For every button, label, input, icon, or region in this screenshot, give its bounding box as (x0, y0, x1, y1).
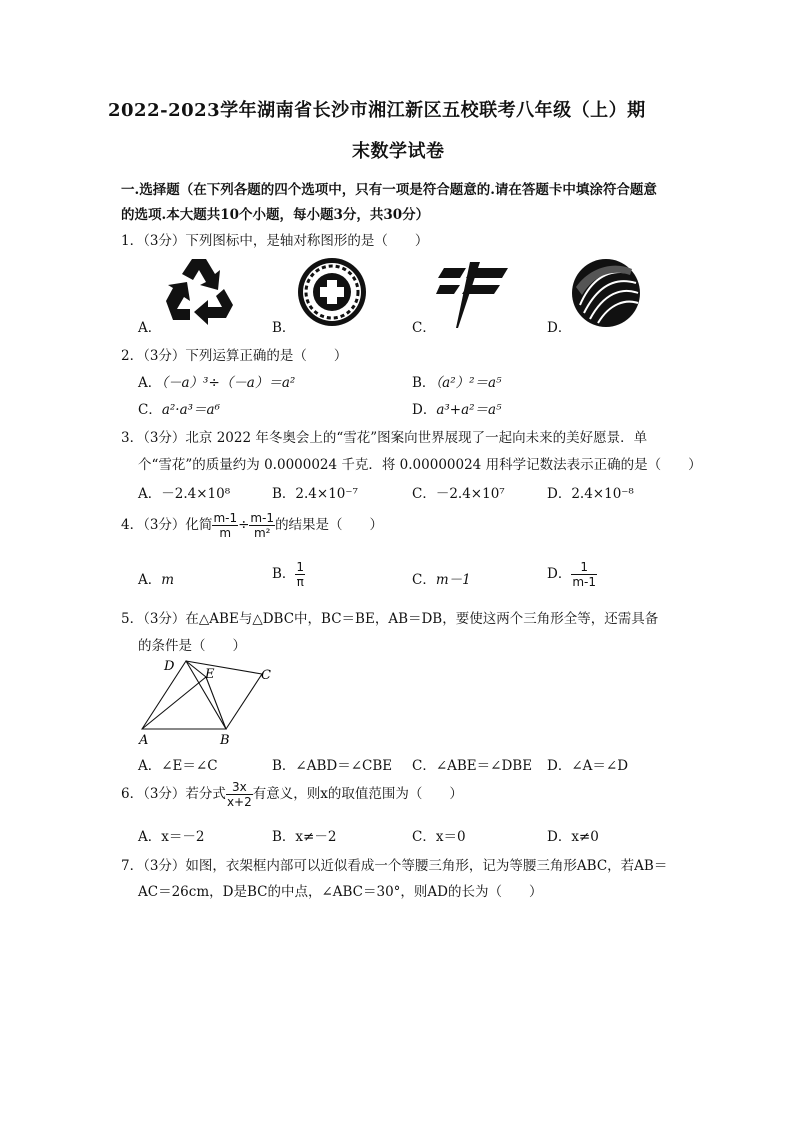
q1-option-b-label: B． (272, 320, 296, 336)
q2-option-d-text: a³+a²＝a⁵ (436, 402, 502, 418)
q1-option-a-label: A． (138, 320, 162, 336)
q6-fraction-denominator: x+2 (226, 795, 252, 809)
exam-title-line1: 2022-2023学年湖南省长沙市湘江新区五校联考八年级（上）期 (108, 100, 646, 121)
section-header-line1: 一.选择题（在下列各题的四个选项中，只有一项是符合题意的.请在答题卡中填涂符合题意 (121, 182, 657, 198)
q4-option-d-label: D． (547, 566, 572, 582)
q5-option-a: A．∠E＝∠C (138, 758, 218, 774)
q4-fraction-1 (212, 511, 238, 540)
q4-fraction-2 (249, 511, 275, 540)
q2-stem: 2．（3分）下列运算正确的是（ ） (121, 348, 348, 364)
exam-title-line2: 末数学试卷 (352, 141, 445, 162)
q6-stem (121, 780, 463, 809)
segment-dc (186, 661, 262, 674)
q4-option-a-label: A． (138, 572, 162, 588)
lightning-logo-icon (436, 258, 512, 330)
q4-stem-prefix: 4．（3分）化简 (121, 517, 213, 533)
label-b: B (220, 733, 230, 747)
q1-stem: 1．（3分）下列图标中，是轴对称图形的是（ ） (121, 233, 429, 249)
q4-option-d-fraction (571, 560, 597, 589)
q2-option-c-text: a²·a³＝a⁶ (161, 402, 221, 418)
recycle-icon (160, 255, 238, 327)
q2-option-d (412, 398, 502, 418)
q6-stem-prefix: 6．（3分）若分式 (121, 786, 226, 802)
segment-eb (206, 677, 226, 729)
q4-option-c (412, 568, 471, 588)
q4-fraction-2-numerator: m-1 (250, 511, 275, 525)
q4-stem-suffix: 的结果是（ ） (275, 517, 384, 533)
q4-option-a (138, 568, 174, 588)
q6-option-a: A．x＝－2 (138, 829, 205, 845)
q5-stem-line1: 5．（3分）在△ABE与△DBC中，BC＝BE，AB＝DB，要使这两个三角形全等，还需具备 (121, 611, 659, 627)
q5-option-d: D．∠A＝∠D (547, 758, 629, 774)
q5-option-c: C．∠ABE＝∠DBE (412, 758, 533, 774)
q2-option-c (138, 398, 220, 418)
q2-option-d-label: D． (412, 402, 437, 418)
q4-fraction-1-numerator: m-1 (213, 511, 238, 525)
q3-option-d: D．2.4×10⁻⁸ (547, 486, 634, 502)
q5-option-b: B．∠ABD＝∠CBE (272, 758, 393, 774)
q6-fraction-numerator: 3x (226, 780, 253, 795)
q1-option-d-label: D． (547, 320, 572, 336)
section-header-line2: 的选项.本大题共10个小题，每小题3分，共30分） (121, 207, 430, 223)
q6-fraction (226, 780, 253, 809)
q4-option-b-fraction (295, 560, 305, 589)
q2-option-c-label: C． (138, 402, 162, 418)
q4-fraction-1-denominator: m (219, 526, 232, 540)
q5-stem-line2: 的条件是（ ） (138, 638, 246, 654)
q6-option-c: C．x＝0 (412, 829, 466, 845)
q3-stem-line1: 3．（3分）北京 2022 年冬奥会上的“雪花”图案向世界展现了一起向未来的美好愿景．单 (121, 430, 648, 446)
q2-option-b-text: （a²）²＝a⁵ (435, 375, 502, 391)
q4-option-c-label: C． (412, 572, 436, 588)
q2-option-a-label: A． (138, 375, 162, 391)
q3-stem-line2: 个“雪花”的质量约为 0.0000024 千克．将 0.00000024 用科学记数法表示正确的是（ ） (138, 457, 702, 473)
q3-option-b: B．2.4×10⁻⁷ (272, 486, 358, 502)
q2-option-a (138, 371, 295, 391)
red-cross-wreath-icon (296, 256, 368, 328)
q4-option-b (272, 560, 305, 589)
segment-cb (226, 674, 262, 729)
q6-option-d: D．x≠0 (547, 829, 599, 845)
q3-option-a: A．－2.4×10⁸ (138, 486, 231, 502)
q1-option-c-label: C． (412, 320, 436, 336)
q7-stem-line2: AC＝26cm，D是BC的中点，∠ABC＝30°，则AD的长为（ ） (138, 884, 543, 900)
q2-option-b (412, 371, 502, 391)
q4-option-a-text: m (161, 572, 175, 588)
segment-ae (142, 677, 206, 729)
q4-option-b-denominator: π (296, 575, 304, 589)
label-e: E (205, 667, 215, 682)
q7-stem-line1: 7．（3分）如图，衣架框内部可以近似看成一个等腰三角形，记为等腰三角形ABC，若AB＝ (121, 858, 668, 874)
q6-option-b: B．x≠－2 (272, 829, 337, 845)
q4-option-d (547, 560, 597, 589)
label-d: D (164, 659, 175, 674)
q4-fraction-2-denominator: m² (253, 526, 271, 540)
q4-option-b-label: B． (272, 566, 296, 582)
q2-option-b-label: B． (412, 375, 436, 391)
globe-swirl-icon (570, 257, 642, 329)
q4-option-d-numerator: 1 (571, 560, 597, 575)
q4-divide-operator: ÷ (238, 517, 250, 533)
q3-option-c: C．－2.4×10⁷ (412, 486, 505, 502)
q6-stem-suffix: 有意义，则x的取值范围为（ ） (252, 786, 463, 802)
q2-option-a-text: （－a）³÷（－a）＝a² (161, 375, 296, 391)
q4-stem (121, 511, 383, 540)
q5-triangle-figure (134, 655, 284, 747)
q4-option-c-text: m－1 (435, 572, 471, 588)
label-a: A (139, 733, 149, 747)
q4-option-b-numerator: 1 (296, 560, 305, 574)
label-c: C (261, 668, 271, 683)
q4-option-d-denominator: m-1 (572, 575, 596, 589)
